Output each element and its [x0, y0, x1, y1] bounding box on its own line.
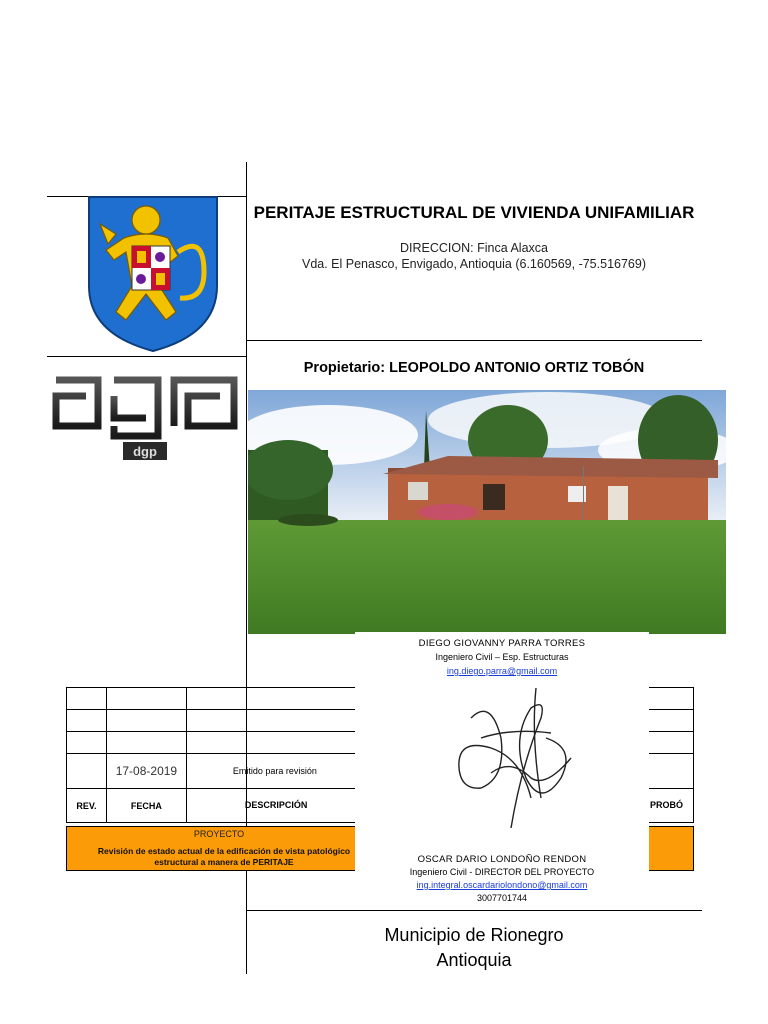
director-phone: 3007701744 [476, 893, 528, 903]
director-email-link[interactable]: ing.integral.oscardariolondono@gmail.com [416, 880, 588, 890]
footer-municipality: Municipio de Rionegro [384, 925, 564, 945]
engineer-name: DIEGO GIOVANNY PARRA TORRES [418, 638, 586, 649]
owner-label: Propietario: LEOPOLDO ANTONIO ORTIZ TOBÓN [303, 360, 645, 376]
header-fecha: FECHA [106, 789, 186, 823]
director-title: Ingeniero Civil - DIRECTOR DEL PROYECTO [409, 867, 595, 877]
director-name: OSCAR DARIO LONDOÑO RENDON [417, 854, 587, 865]
dgp-logo-small-text: dgp [133, 444, 157, 459]
engineer-email-link[interactable]: ing.diego.parra@gmail.com [446, 666, 558, 676]
frame-line-mid-left [47, 356, 246, 357]
address-line-2: Vda. El Penasco, Envigado, Antioquia (6.160569, -75.516769) [301, 257, 646, 271]
frame-line-right-1 [246, 340, 702, 341]
frame-line-right-2 [246, 910, 702, 911]
engineer-title: Ingeniero Civil – Esp. Estructuras [435, 652, 569, 662]
dgp-logo [52, 370, 238, 466]
header-descripcion: DESCRIPCIÓN [244, 800, 308, 810]
project-line-2: estructural a manera de PERITAJE [154, 857, 294, 867]
project-label: PROYECTO [193, 829, 245, 839]
header-aprobo: PROBÓ [649, 800, 683, 810]
house-photo [248, 390, 726, 634]
header-rev: REV. [67, 789, 107, 823]
handwritten-signature [451, 678, 581, 828]
revision-date: 17-08-2019 [106, 754, 186, 789]
coat-of-arms-logo [86, 194, 220, 354]
revision-description: Emitido para revisión [186, 754, 693, 789]
signature-block [355, 632, 649, 910]
address-line-1: DIRECCION: Finca Alaxca [400, 241, 548, 255]
document-title: PERITAJE ESTRUCTURAL DE VIVIENDA UNIFAMILIAR [253, 203, 695, 222]
project-line-1: Revisión de estado actual de la edificación de vista patológico [97, 846, 351, 856]
footer-department: Antioquia [436, 950, 512, 970]
